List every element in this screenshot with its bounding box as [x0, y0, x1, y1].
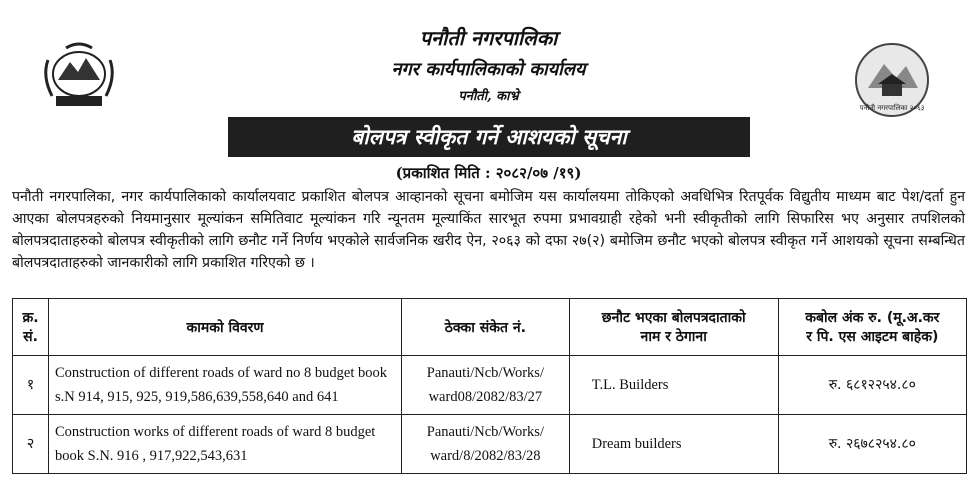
- selected-bidders-table: [12, 298, 967, 474]
- row-bidder: T.L. Builders: [569, 356, 778, 415]
- svg-text:पनौती नगरपालिका २०६३: पनौती नगरपालिका २०६३: [859, 104, 925, 112]
- table-header-row: [13, 299, 967, 356]
- letterhead: [0, 0, 977, 118]
- row-amount: रु. २६७८२५४.८०: [778, 415, 966, 474]
- header-amount: कबोल अंक रु. (मू.अ.कर र पि. एस आइटम बाहेक): [778, 299, 966, 356]
- notice-heading: बोलपत्र स्वीकृत गर्ने आशयको सूचना: [228, 117, 750, 157]
- header-description: कामको विवरण: [49, 299, 402, 356]
- published-date: (प्रकाशित मिति : २०८२/०७ /१९): [395, 164, 582, 182]
- office-location: पनौती, काभ्रे: [458, 89, 519, 104]
- row-sn: २: [13, 415, 49, 474]
- municipality-name: पनौती नगरपालिका: [419, 26, 558, 50]
- table-row: [13, 356, 967, 415]
- row-reference: Panauti/Ncb/Works/ ward/8/2082/83/28: [402, 415, 570, 474]
- header-bidder: छनौट भएका बोलपत्रदाताको नाम र ठेगाना: [569, 299, 778, 356]
- row-amount: रु. ६८१२२५४.८०: [778, 356, 966, 415]
- notice-body: पनौती नगरपालिका, नगर कार्यपालिकाको कार्यालयवाट प्रकाशित बोलपत्र आव्हानको सूचना बमोजिम यस कार्यालयमा तोकिएको अवधिभित्र रितपूर्वक विद्युतीय माध्यम बाट पेश/दर्ता हुन आएका बोलपत्रहरुको नियमानुसार मूल्यांकन समितिवाट मूल्यांकन गरि न्यूनतम मूल्याकिंत सारभूत रुपमा प्रभावग्राही रहेको भनी स्वीकृतीको लागि सिफारिस भए अनुसार तपशिलको बोलपत्रदाताहरुको बोलपत्र स्वीकृतीको लागि छनौट गर्ने निर्णय भएकोले सार्वजनिक खरीद ऐन, २०६३ को दफा २७(२) बमोजिम छनौट भएको बोलपत्र स्वीकृत गर्ने आशयको सूचना सम्बन्धित बोलपत्रदाताहरुको जानकारीको लागि प्रकाशित गरिएको छ ।: [12, 189, 965, 271]
- header-reference: ठेक्का संकेत नं.: [402, 299, 570, 356]
- row-bidder: Dream builders: [569, 415, 778, 474]
- row-description: Construction works of different roads of ward 8 budget book S.N. 916 , 917,922,543,631: [49, 415, 402, 474]
- municipality-logo-icon: [848, 40, 936, 120]
- row-sn: १: [13, 356, 49, 415]
- header-sn: क्र. सं.: [13, 299, 49, 356]
- row-reference: Panauti/Ncb/Works/ ward08/2082/83/27: [402, 356, 570, 415]
- office-name: नगर कार्यपालिकाको कार्यालय: [391, 59, 586, 80]
- row-description: Construction of different roads of ward no 8 budget book s.N 914, 915, 925, 919,586,639,558,640 and 641: [49, 356, 402, 415]
- table-row: [13, 415, 967, 474]
